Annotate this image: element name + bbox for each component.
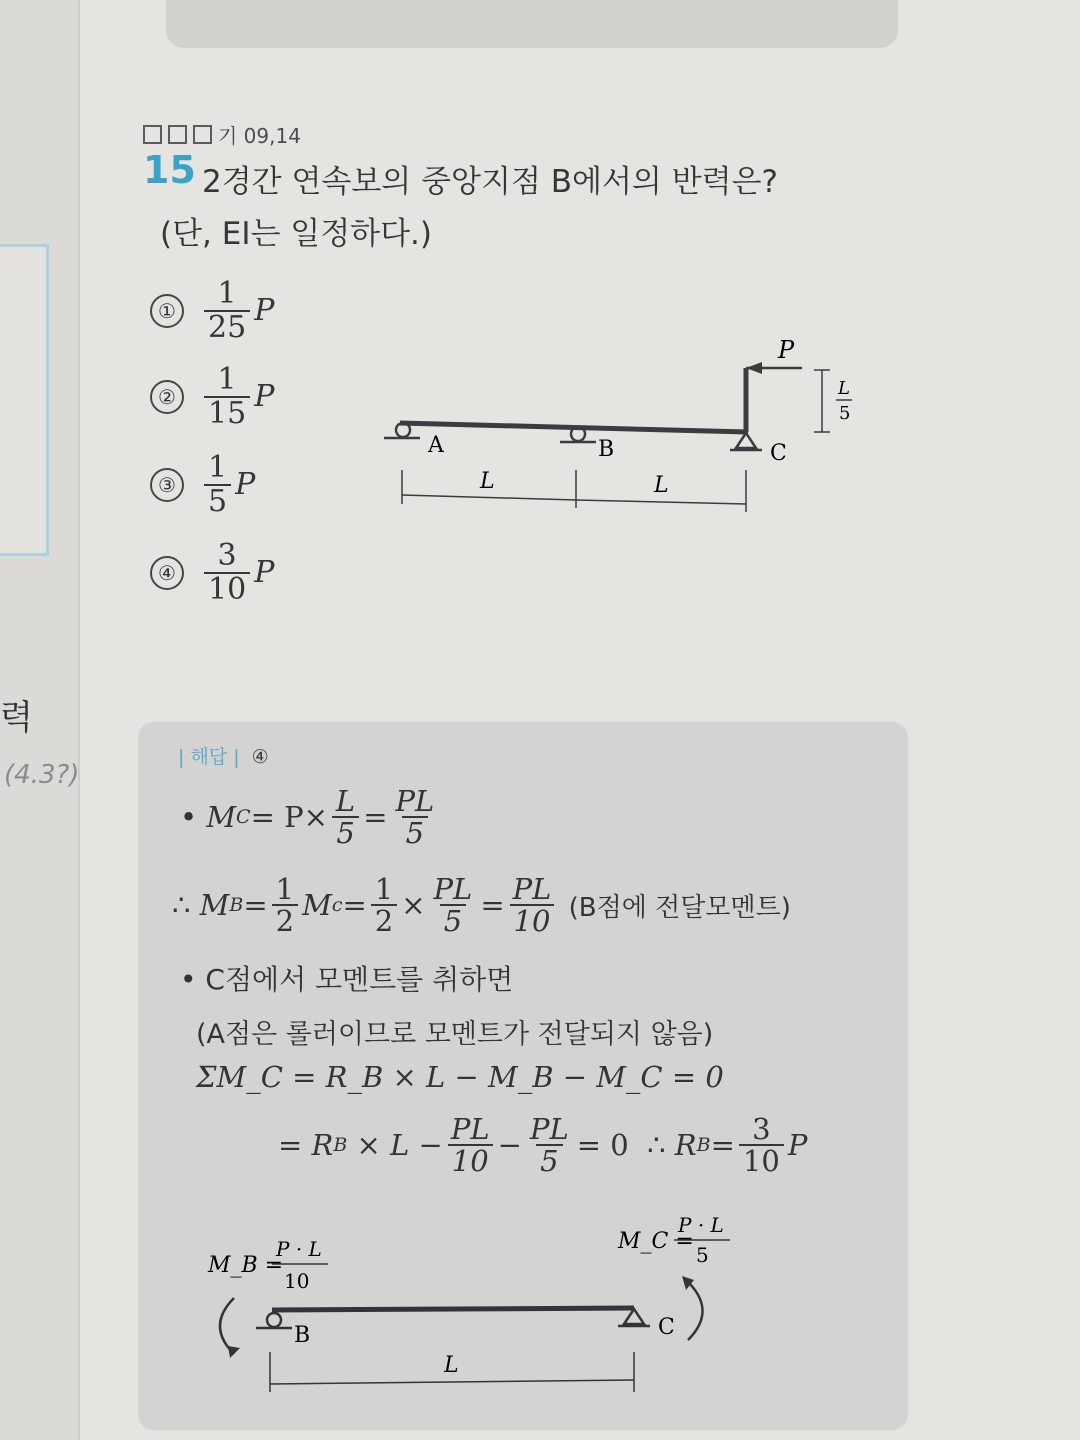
fraction (392, 786, 439, 849)
numerator: PL (450, 1112, 490, 1146)
symbol: = R (278, 1128, 334, 1163)
solution-label: 해답 (190, 746, 228, 768)
numerator: 1 (275, 872, 295, 906)
fraction (204, 540, 250, 605)
denominator: 15 (204, 396, 250, 430)
solution-line-1 (180, 786, 442, 849)
denominator: 5 (402, 816, 428, 848)
fraction (204, 278, 250, 343)
dim-line (270, 1380, 634, 1384)
solution-line-4: (A점은 롤러이므로 모멘트가 전달되지 않음) (196, 1019, 714, 1050)
solution-line-2 (172, 874, 791, 937)
support-c-label: C (770, 441, 787, 466)
fraction (526, 1114, 573, 1177)
question-text: 2경간 연속보의 중앙지점 B에서의 반력은? (202, 164, 778, 200)
moment-arrow-c (686, 1280, 703, 1340)
operator: = (363, 800, 388, 835)
support-b-label: B (598, 437, 615, 462)
numerator: 3 (752, 1112, 771, 1146)
subscript: c (331, 894, 343, 917)
hinge-c (624, 1309, 644, 1324)
fraction (447, 1114, 494, 1177)
span1-label: L (480, 469, 495, 494)
fraction (204, 364, 250, 429)
denominator: 5 (536, 1144, 562, 1176)
variable: P (254, 293, 275, 328)
numerator: 3 (217, 538, 237, 573)
fraction (272, 874, 298, 937)
operator: × L − (356, 1128, 443, 1163)
fraction (739, 1114, 784, 1177)
choice-number: ① (150, 294, 184, 328)
operator: − (497, 1128, 522, 1163)
operator: = 0 (576, 1128, 629, 1163)
denominator: 10 (448, 1144, 493, 1176)
fraction (332, 786, 359, 849)
denominator: 10 (510, 904, 555, 936)
fraction (430, 874, 477, 937)
numerator: PL (512, 872, 552, 906)
beam (272, 1308, 634, 1310)
numerator: PL (395, 784, 435, 818)
beam-figure (370, 290, 890, 530)
roller-b (267, 1313, 281, 1327)
denominator: 10 (204, 572, 250, 606)
solution-header: | 해답 | ④ (178, 746, 269, 768)
denominator: 10 (739, 1144, 784, 1176)
denominator: 2 (371, 904, 397, 936)
choice-number: ④ (150, 556, 184, 590)
denominator: 5 (204, 484, 231, 518)
symbol: M (199, 888, 230, 923)
mc-label: M_C = (618, 1229, 694, 1254)
subscript: B (333, 1134, 348, 1157)
question-number: 15 (143, 148, 196, 192)
therefore-symbol: ∴ (647, 1128, 666, 1163)
bullet: • (180, 800, 198, 835)
subscript: B (229, 894, 244, 917)
height-label-num: L (838, 378, 850, 399)
variable: P (235, 467, 256, 502)
span-label: L (444, 1353, 459, 1378)
fraction (371, 874, 397, 937)
checkbox-2[interactable] (168, 125, 187, 144)
denominator: 25 (204, 310, 250, 344)
span2-label: L (654, 473, 669, 498)
mb-denominator: 10 (284, 1269, 310, 1293)
choice-number: ② (150, 380, 184, 414)
mb-numerator: P · L (276, 1237, 322, 1261)
moment-arrow-b-head (228, 1346, 240, 1358)
denominator: 5 (332, 816, 358, 848)
symbol: R (674, 1128, 697, 1163)
adjacent-page-box (0, 244, 49, 556)
mc-numerator: P · L (678, 1213, 724, 1237)
left-support-label: B (294, 1323, 311, 1348)
solution-line-3: • C점에서 모멘트를 취하면 (180, 963, 514, 996)
operator: = (342, 888, 367, 923)
question-meta (143, 120, 301, 149)
numerator: 1 (208, 450, 228, 485)
fraction (204, 452, 231, 517)
checkbox-1[interactable] (143, 125, 162, 144)
numerator: PL (433, 872, 473, 906)
numerator: 1 (374, 872, 394, 906)
dim-line-2 (576, 500, 746, 504)
subscript: C (236, 806, 251, 829)
height-label-den: 5 (839, 403, 851, 424)
adjacent-page-handwriting: (4.3?) (4, 760, 80, 790)
solution-answer: ④ (251, 746, 269, 768)
checkbox-3[interactable] (193, 125, 212, 144)
symbol: M (206, 800, 237, 835)
note: (B점에 전달모멘트) (568, 892, 791, 923)
denominator: 5 (440, 904, 466, 936)
numerator: 1 (217, 276, 237, 311)
subscript: B (696, 1134, 711, 1157)
mc-denominator: 5 (696, 1243, 709, 1267)
fraction (509, 874, 556, 937)
question-source: 기 09,14 (218, 124, 301, 148)
previous-solution-panel (166, 0, 898, 48)
moment-diagram (198, 1202, 758, 1422)
symbol: M (302, 888, 332, 923)
choice-2[interactable] (150, 364, 274, 429)
solution-line-6 (278, 1114, 807, 1177)
adjacent-page (0, 0, 80, 1440)
moment-arrow-b (220, 1298, 234, 1354)
choice-1[interactable] (150, 278, 274, 343)
right-support-label: C (658, 1315, 675, 1340)
operator: = (480, 888, 505, 923)
support-a-label: A (428, 433, 444, 458)
operator: = P× (250, 800, 328, 835)
numerator: L (335, 784, 356, 818)
operator: = (710, 1128, 735, 1163)
question-condition: (단, EI는 일정하다.) (160, 216, 433, 252)
numerator: PL (529, 1112, 569, 1146)
load-label: P (778, 336, 795, 364)
numerator: 1 (217, 362, 237, 397)
choice-number: ③ (150, 468, 184, 502)
dim-line-1 (402, 495, 576, 500)
variable: P (254, 379, 275, 414)
operator: × (401, 888, 426, 923)
adjacent-page-text: 력 (0, 698, 33, 738)
solution-line-5: ΣM_C = R_B × L − M_B − M_C = 0 (196, 1060, 724, 1094)
solution-panel (138, 722, 908, 1430)
denominator: 2 (272, 904, 298, 936)
therefore-symbol: ∴ (172, 888, 191, 923)
hinge-c (736, 433, 756, 448)
mb-label: M_B = (208, 1253, 284, 1278)
choice-3[interactable] (150, 452, 255, 517)
choice-4[interactable] (150, 540, 274, 605)
variable: P (787, 1128, 808, 1163)
variable: P (254, 555, 275, 590)
operator: = (243, 888, 268, 923)
